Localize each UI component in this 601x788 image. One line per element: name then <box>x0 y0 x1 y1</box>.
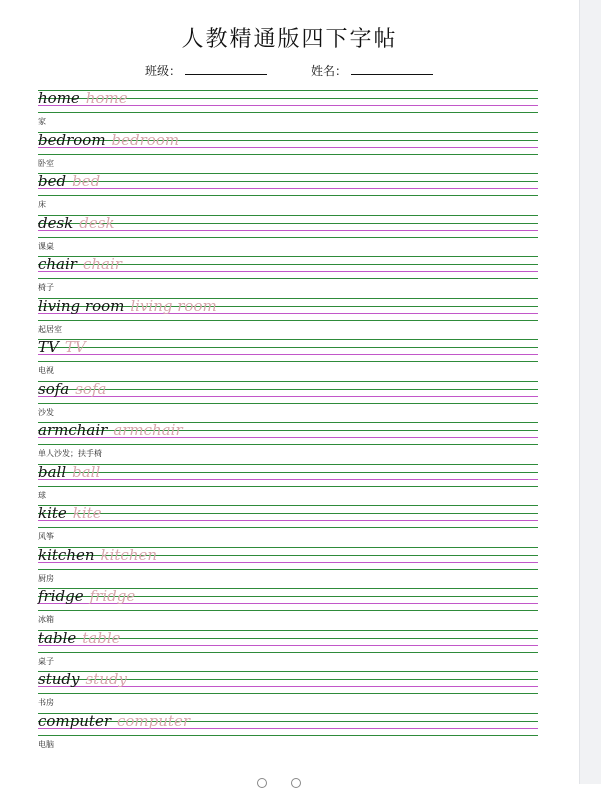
name-field <box>311 62 433 79</box>
word-meaning: 桌子 <box>38 656 54 666</box>
writing-guide <box>38 389 538 390</box>
writing-guide <box>38 486 538 487</box>
practice-row <box>38 129 538 171</box>
practice-row <box>38 710 538 752</box>
page-dot <box>257 778 267 788</box>
trace-word: study <box>85 670 127 688</box>
practice-row <box>38 87 538 129</box>
writing-guide <box>38 381 538 382</box>
baseline-guide <box>38 354 538 355</box>
vocab-word <box>38 670 127 688</box>
page-indicator <box>255 778 315 788</box>
word-text: bedroom <box>38 130 106 149</box>
word-meaning: 卧室 <box>38 158 54 168</box>
writing-guide <box>38 154 538 155</box>
writing-guide <box>38 735 538 736</box>
trace-word: home <box>85 89 128 107</box>
word-text: computer <box>38 711 111 730</box>
writing-guide <box>38 181 538 182</box>
vocab-word <box>38 255 122 273</box>
word-text: ball <box>38 462 67 481</box>
writing-guide <box>38 278 538 279</box>
vocab-word <box>38 89 128 107</box>
practice-row <box>38 295 538 337</box>
trace-word: sofa <box>75 379 107 398</box>
word-meaning: 沙发 <box>38 407 54 417</box>
writing-guide <box>38 693 538 694</box>
vocab-word <box>38 297 217 315</box>
trace-word: table <box>82 628 121 647</box>
writing-guide <box>38 652 538 653</box>
trace-word: chair <box>82 255 122 273</box>
writing-guide <box>38 237 538 238</box>
word-meaning: 课桌 <box>38 241 54 251</box>
word-meaning: 椅子 <box>38 283 54 292</box>
writing-guide <box>38 320 538 321</box>
baseline-guide <box>38 396 538 397</box>
vocab-word <box>38 172 100 190</box>
practice-row <box>38 461 538 503</box>
vocab-word <box>38 338 86 356</box>
word-meaning: 厨房 <box>38 573 54 583</box>
word-text: chair <box>38 255 77 273</box>
trace-word: armchair <box>113 421 183 439</box>
practice-row <box>38 544 538 586</box>
trace-word: kite <box>72 504 102 522</box>
word-text: kite <box>38 504 67 522</box>
word-text: study <box>38 670 80 688</box>
writing-guide <box>38 513 538 514</box>
name-blank <box>351 64 433 75</box>
vocab-word <box>38 421 183 439</box>
word-text: bed <box>38 172 67 190</box>
word-meaning: 电视 <box>38 366 54 375</box>
writing-guide <box>38 527 538 528</box>
trace-word: computer <box>117 711 190 730</box>
trace-word: ball <box>72 462 101 481</box>
trace-word: TV <box>64 338 86 356</box>
writing-guide <box>38 464 538 465</box>
practice-row <box>38 668 538 710</box>
trace-word: bedroom <box>111 130 180 149</box>
practice-row <box>38 212 538 254</box>
writing-guide <box>38 444 538 445</box>
page-dot <box>291 778 301 788</box>
word-text: desk <box>38 213 74 232</box>
trace-word: fridge <box>89 587 136 605</box>
vocab-word <box>38 463 100 481</box>
word-meaning: 家 <box>38 117 46 126</box>
baseline-guide <box>38 479 538 480</box>
trace-word: living room <box>130 296 217 315</box>
word-meaning: 风筝 <box>38 532 54 541</box>
writing-guide <box>38 195 538 196</box>
writing-guide <box>38 347 538 348</box>
word-meaning: 单人沙发；扶手椅 <box>38 449 102 458</box>
practice-row <box>38 170 538 212</box>
word-meaning: 床 <box>38 200 46 209</box>
vocab-word <box>38 504 102 522</box>
name-label: 姓名： <box>311 64 348 78</box>
trace-word: desk <box>79 213 115 232</box>
writing-guide <box>38 472 538 473</box>
word-text: living room <box>38 296 125 315</box>
practice-row <box>38 585 538 627</box>
class-blank <box>185 64 267 75</box>
word-text: fridge <box>38 587 84 605</box>
practice-row <box>38 419 538 461</box>
practice-row <box>38 502 538 544</box>
writing-guide <box>38 361 538 362</box>
word-text: sofa <box>38 379 70 398</box>
word-text: armchair <box>38 421 108 439</box>
vocab-word <box>38 587 135 605</box>
class-label: 班级： <box>145 64 182 78</box>
word-text: kitchen <box>38 545 95 564</box>
trace-word: kitchen <box>100 545 158 564</box>
vocab-word <box>38 546 157 564</box>
writing-guide <box>38 610 538 611</box>
page-title: 人教精通版四下字帖 <box>181 27 398 52</box>
word-meaning: 球 <box>38 490 46 500</box>
word-meaning: 起居室 <box>38 324 62 334</box>
trace-word: bed <box>72 172 101 190</box>
word-text: table <box>38 628 77 647</box>
practice-row <box>38 378 538 420</box>
vocab-word <box>38 131 179 149</box>
writing-guide <box>38 173 538 174</box>
class-field <box>145 62 267 79</box>
writing-guide <box>38 505 538 506</box>
writing-guide <box>38 403 538 404</box>
word-text: home <box>38 89 80 107</box>
vocab-word <box>38 712 190 730</box>
writing-guide <box>38 569 538 570</box>
writing-guide <box>38 112 538 113</box>
word-text: TV <box>38 338 59 356</box>
practice-row <box>38 336 538 378</box>
word-meaning: 书房 <box>38 698 54 707</box>
word-meaning: 电脑 <box>38 739 54 749</box>
baseline-guide <box>38 520 538 521</box>
vocab-word <box>38 214 115 232</box>
practice-row <box>38 253 538 295</box>
vocab-word <box>38 380 106 398</box>
practice-row <box>38 627 538 669</box>
side-panel <box>579 0 601 784</box>
writing-guide <box>38 339 538 340</box>
vocab-word <box>38 629 121 647</box>
baseline-guide <box>38 188 538 189</box>
word-meaning: 冰箱 <box>38 615 54 624</box>
practice-rows <box>38 87 538 751</box>
